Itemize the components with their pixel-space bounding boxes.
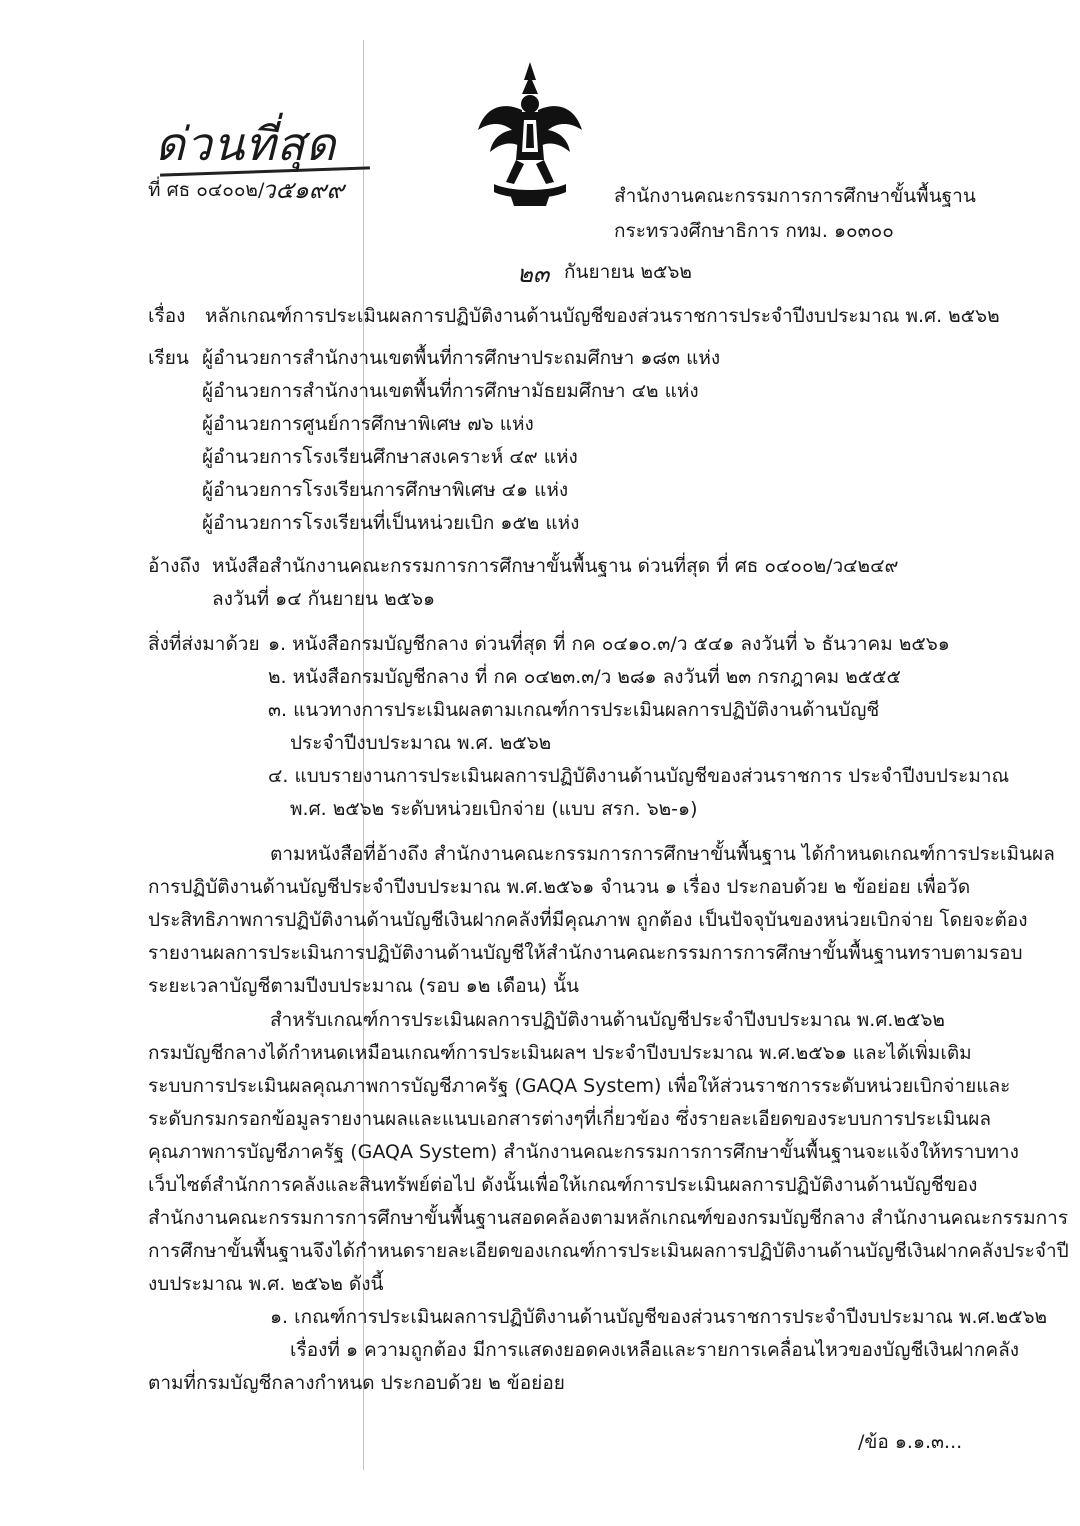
body-para2-line: ระดับกรมกรอกข้อมูลรายงานผลและแนบเอกสารต่างๆที่เกี่ยวข้อง ซึ่งรายละเอียดของระบบการประเมินผล <box>148 1108 991 1130</box>
urgency-label: ด่วนที่สุด <box>155 117 337 171</box>
body-para2-line: กรมบัญชีกลางได้กำหนดเหมือนเกณฑ์การประเมินผลฯ ประจำปีงบประมาณ พ.ศ.๒๕๖๑ และได้เพิ่มเติม <box>148 1042 972 1064</box>
body-para1-line: รายงานผลการประเมินการปฏิบัติงานด้านบัญชีให้สำนักงานคณะกรรมการการศึกษาขั้นพื้นฐานทราบตามรอบ <box>148 942 1023 964</box>
recipient-line: ผู้อำนวยการโรงเรียนศึกษาสงเคราะห์ ๔๙ แห่ง <box>202 446 578 468</box>
body-para1-line: ประสิทธิภาพการปฏิบัติงานด้านบัญชีเงินฝากคลังที่มีคุณภาพ ถูกต้อง เป็นปัจจุบันของหน่วยเบิกจ่าย โดยจะต้อง <box>148 909 1028 931</box>
body-para2-line: คุณภาพการบัญชีภาครัฐ (GAQA System) สำนักงานคณะกรรมการการศึกษาขั้นพื้นฐานจะแจ้งให้ทราบทาง <box>148 1141 1019 1163</box>
body-para2-line: สำหรับเกณฑ์การประเมินผลการปฏิบัติงานด้านบัญชีประจำปีงบประมาณ พ.ศ.๒๕๖๒ <box>270 1009 945 1031</box>
body-para2-line: การศึกษาขั้นพื้นฐานจึงได้กำหนดรายละเอียดของเกณฑ์การประเมินผลการปฏิบัติงานด้านบัญชีเงินฝากคลังประจำปี <box>148 1240 1069 1262</box>
garuda-emblem-icon <box>470 60 590 210</box>
to-label: เรียน <box>148 347 189 369</box>
doc-number-label: ที่ ศธ ๐๔๐๐๒/ <box>148 179 265 201</box>
office-address: กระทรวงศึกษาธิการ กทม. ๑๐๓๐๐ <box>614 220 894 242</box>
reference-line: ลงวันที่ ๑๔ กันยายน ๒๕๖๑ <box>212 588 436 610</box>
body-para1-line: ระยะเวลาบัญชีตามปีงบประมาณ (รอบ ๑๒ เดือน) นั้น <box>148 975 580 997</box>
office-name: สำนักงานคณะกรรมการการศึกษาขั้นพื้นฐาน <box>614 185 976 207</box>
enclosure-item-continued: ประจำปีงบประมาณ พ.ศ. ๒๕๖๒ <box>290 732 552 754</box>
criteria-subitem-line: เรื่องที่ ๑ ความถูกต้อง มีการแสดงยอดคงเหลือและรายการเคลื่อนไหวของบัญชีเงินฝากคลัง <box>290 1339 1019 1361</box>
enclosure-item: ๔. แบบรายงานการประเมินผลการปฏิบัติงานด้านบัญชีของส่วนราชการ ประจำปีงบประมาณ <box>268 765 1010 787</box>
date-month-year: กันยายน ๒๕๖๒ <box>564 261 692 283</box>
reference-line: หนังสือสำนักงานคณะกรรมการการศึกษาขั้นพื้นฐาน ด่วนที่สุด ที่ ศธ ๐๔๐๐๒/ว๔๒๔๙ <box>212 555 899 577</box>
recipient-line: ผู้อำนวยการสำนักงานเขตพื้นที่การศึกษาประถมศึกษา ๑๘๓ แห่ง <box>202 347 721 369</box>
enclosure-item-continued: พ.ศ. ๒๕๖๒ ระดับหน่วยเบิกจ่าย (แบบ สรก. ๖๒-๑) <box>290 798 698 820</box>
enclosure-item: ๒. หนังสือกรมบัญชีกลาง ที่ กค ๐๔๒๓.๓/ว ๒๘๑ ลงวันที่ ๒๓ กรกฎาคม ๒๕๕๕ <box>268 666 901 688</box>
doc-number-handwritten: ว๕๑๙๙ <box>262 176 345 204</box>
recipient-line: ผู้อำนวยการสำนักงานเขตพื้นที่การศึกษามัธยมศึกษา ๔๒ แห่ง <box>202 380 699 402</box>
body-para2-line: งบประมาณ พ.ศ. ๒๕๖๒ ดังนี้ <box>148 1273 384 1295</box>
reference-label: อ้างถึง <box>148 555 201 577</box>
subject-label: เรื่อง <box>148 305 186 327</box>
criteria-item-heading: ๑. เกณฑ์การประเมินผลการปฏิบัติงานด้านบัญชีของส่วนราชการประจำปีงบประมาณ พ.ศ.๒๕๖๒ <box>270 1306 1048 1328</box>
recipient-line: ผู้อำนวยการศูนย์การศึกษาพิเศษ ๗๖ แห่ง <box>202 413 534 435</box>
recipient-line: ผู้อำนวยการโรงเรียนการศึกษาพิเศษ ๔๑ แห่ง <box>202 479 569 501</box>
body-para2-line: สำนักงานคณะกรรมการการศึกษาขั้นพื้นฐานสอดคล้องตามหลักเกณฑ์ของกรมบัญชีกลาง สำนักงานคณะกรรมการ <box>148 1207 1069 1229</box>
enclosures-label: สิ่งที่ส่งมาด้วย <box>148 633 260 655</box>
body-para2-line: เว็บไซต์สำนักการคลังและสินทรัพย์ต่อไป ดังนั้นเพื่อให้เกณฑ์การประเมินผลการปฏิบัติงานด้านบัญชีของ <box>148 1174 978 1196</box>
enclosure-item: ๑. หนังสือกรมบัญชีกลาง ด่วนที่สุด ที่ กค ๐๔๑๐.๓/ว ๕๔๑ ลงวันที่ ๖ ธันวาคม ๒๕๖๑ <box>268 633 950 655</box>
body-para1-line: การปฏิบัติงานด้านบัญชีประจำปีงบประมาณ พ.ศ.๒๕๖๑ จำนวน ๑ เรื่อง ประกอบด้วย ๒ ข้อย่อย เพื่อวัด <box>148 876 971 898</box>
continuation-marker: /ข้อ ๑.๑.๓... <box>858 1431 963 1453</box>
body-para1-line: ตามหนังสือที่อ้างถึง สำนักงานคณะกรรมการการศึกษาขั้นพื้นฐาน ได้กำหนดเกณฑ์การประเมินผล <box>270 843 1055 865</box>
recipient-line: ผู้อำนวยการโรงเรียนที่เป็นหน่วยเบิก ๑๕๒ แห่ง <box>202 512 580 534</box>
criteria-subitem-line: ตามที่กรมบัญชีกลางกำหนด ประกอบด้วย ๒ ข้อย่อย <box>148 1372 565 1394</box>
body-para2-line: ระบบการประเมินผลคุณภาพการบัญชีภาครัฐ (GAQA System) เพื่อให้ส่วนราชการระดับหน่วยเบิกจ่ายและ <box>148 1075 1011 1097</box>
enclosure-item: ๓. แนวทางการประเมินผลตามเกณฑ์การประเมินผลการปฏิบัติงานด้านบัญชี <box>268 699 880 721</box>
date-day-handwritten: ๒๓ <box>517 260 550 288</box>
subject-text: หลักเกณฑ์การประเมินผลการปฏิบัติงานด้านบัญชีของส่วนราชการประจำปีงบประมาณ พ.ศ. ๒๕๖๒ <box>205 305 1000 327</box>
